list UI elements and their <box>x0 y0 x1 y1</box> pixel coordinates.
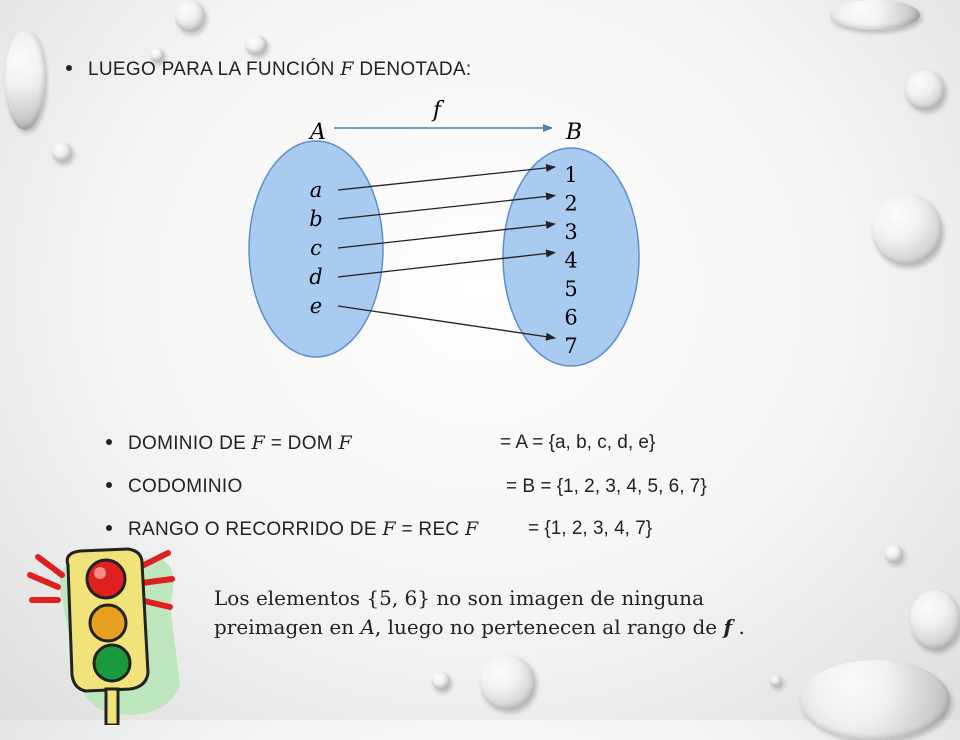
domain-label-1: DOMINIO DE <box>128 433 252 454</box>
codomain-element-2: 2 <box>564 191 578 216</box>
codomain-definition <box>106 476 243 498</box>
codomain-element-7: 7 <box>564 334 578 358</box>
domain-value: = A = {a, b, c, d, e} <box>500 432 656 453</box>
traffic-light-icon <box>20 545 220 725</box>
note-line-2a: preimagen en <box>214 615 361 639</box>
bullet-dot <box>106 439 112 445</box>
range-value: = {1, 2, 3, 4, 7} <box>528 518 653 539</box>
codomain-element-4: 4 <box>564 248 578 273</box>
range-label-2: = REC <box>395 519 466 540</box>
range-label-1: RANGO O RECORRIDO DE <box>128 519 383 540</box>
domain-element-d: d <box>309 265 323 289</box>
domain-label-2: = DOM <box>265 433 339 454</box>
note-line-2-end: . <box>732 615 745 639</box>
codomain-element-1: 1 <box>564 163 578 187</box>
domain-label-f2: F <box>338 432 352 454</box>
note-set-a: A <box>360 615 375 639</box>
codomain-value: = B = {1, 2, 3, 4, 5, 6, 7} <box>506 476 707 497</box>
intro-text-suffix: DENOTADA: <box>353 59 472 80</box>
note-line-2b: , luego no pertenecen al rango de <box>374 615 724 639</box>
domain-element-b: b <box>309 207 323 231</box>
bullet-dot <box>106 525 112 531</box>
codomain-element-5: 5 <box>564 277 578 301</box>
note-line-1: Los elementos {5, 6} no son imagen de ninguna <box>214 586 704 610</box>
codomain-element-6: 6 <box>564 305 578 330</box>
domain-element-c: c <box>310 236 322 260</box>
domain-element-a: a <box>309 178 323 202</box>
note-f: f <box>723 615 733 639</box>
function-label: f <box>432 98 442 123</box>
codomain-element-3: 3 <box>564 220 578 244</box>
intro-text-prefix: LUEGO PARA LA FUNCIÓN <box>88 59 341 80</box>
codomain-label: CODOMINIO <box>128 476 243 497</box>
domain-element-e: e <box>309 294 323 318</box>
range-definition <box>106 518 479 541</box>
set-b-label: B <box>565 120 583 145</box>
note-line-2 <box>214 613 814 642</box>
explanatory-note <box>214 584 814 642</box>
intro-text-f: F <box>340 58 354 80</box>
domain-label-f1: F <box>251 432 266 454</box>
set-a-label: A <box>310 120 326 145</box>
bullet-dot <box>106 482 112 488</box>
domain-definition <box>106 432 352 455</box>
range-label-f2: F <box>465 518 479 540</box>
range-label-f1: F <box>382 518 396 540</box>
